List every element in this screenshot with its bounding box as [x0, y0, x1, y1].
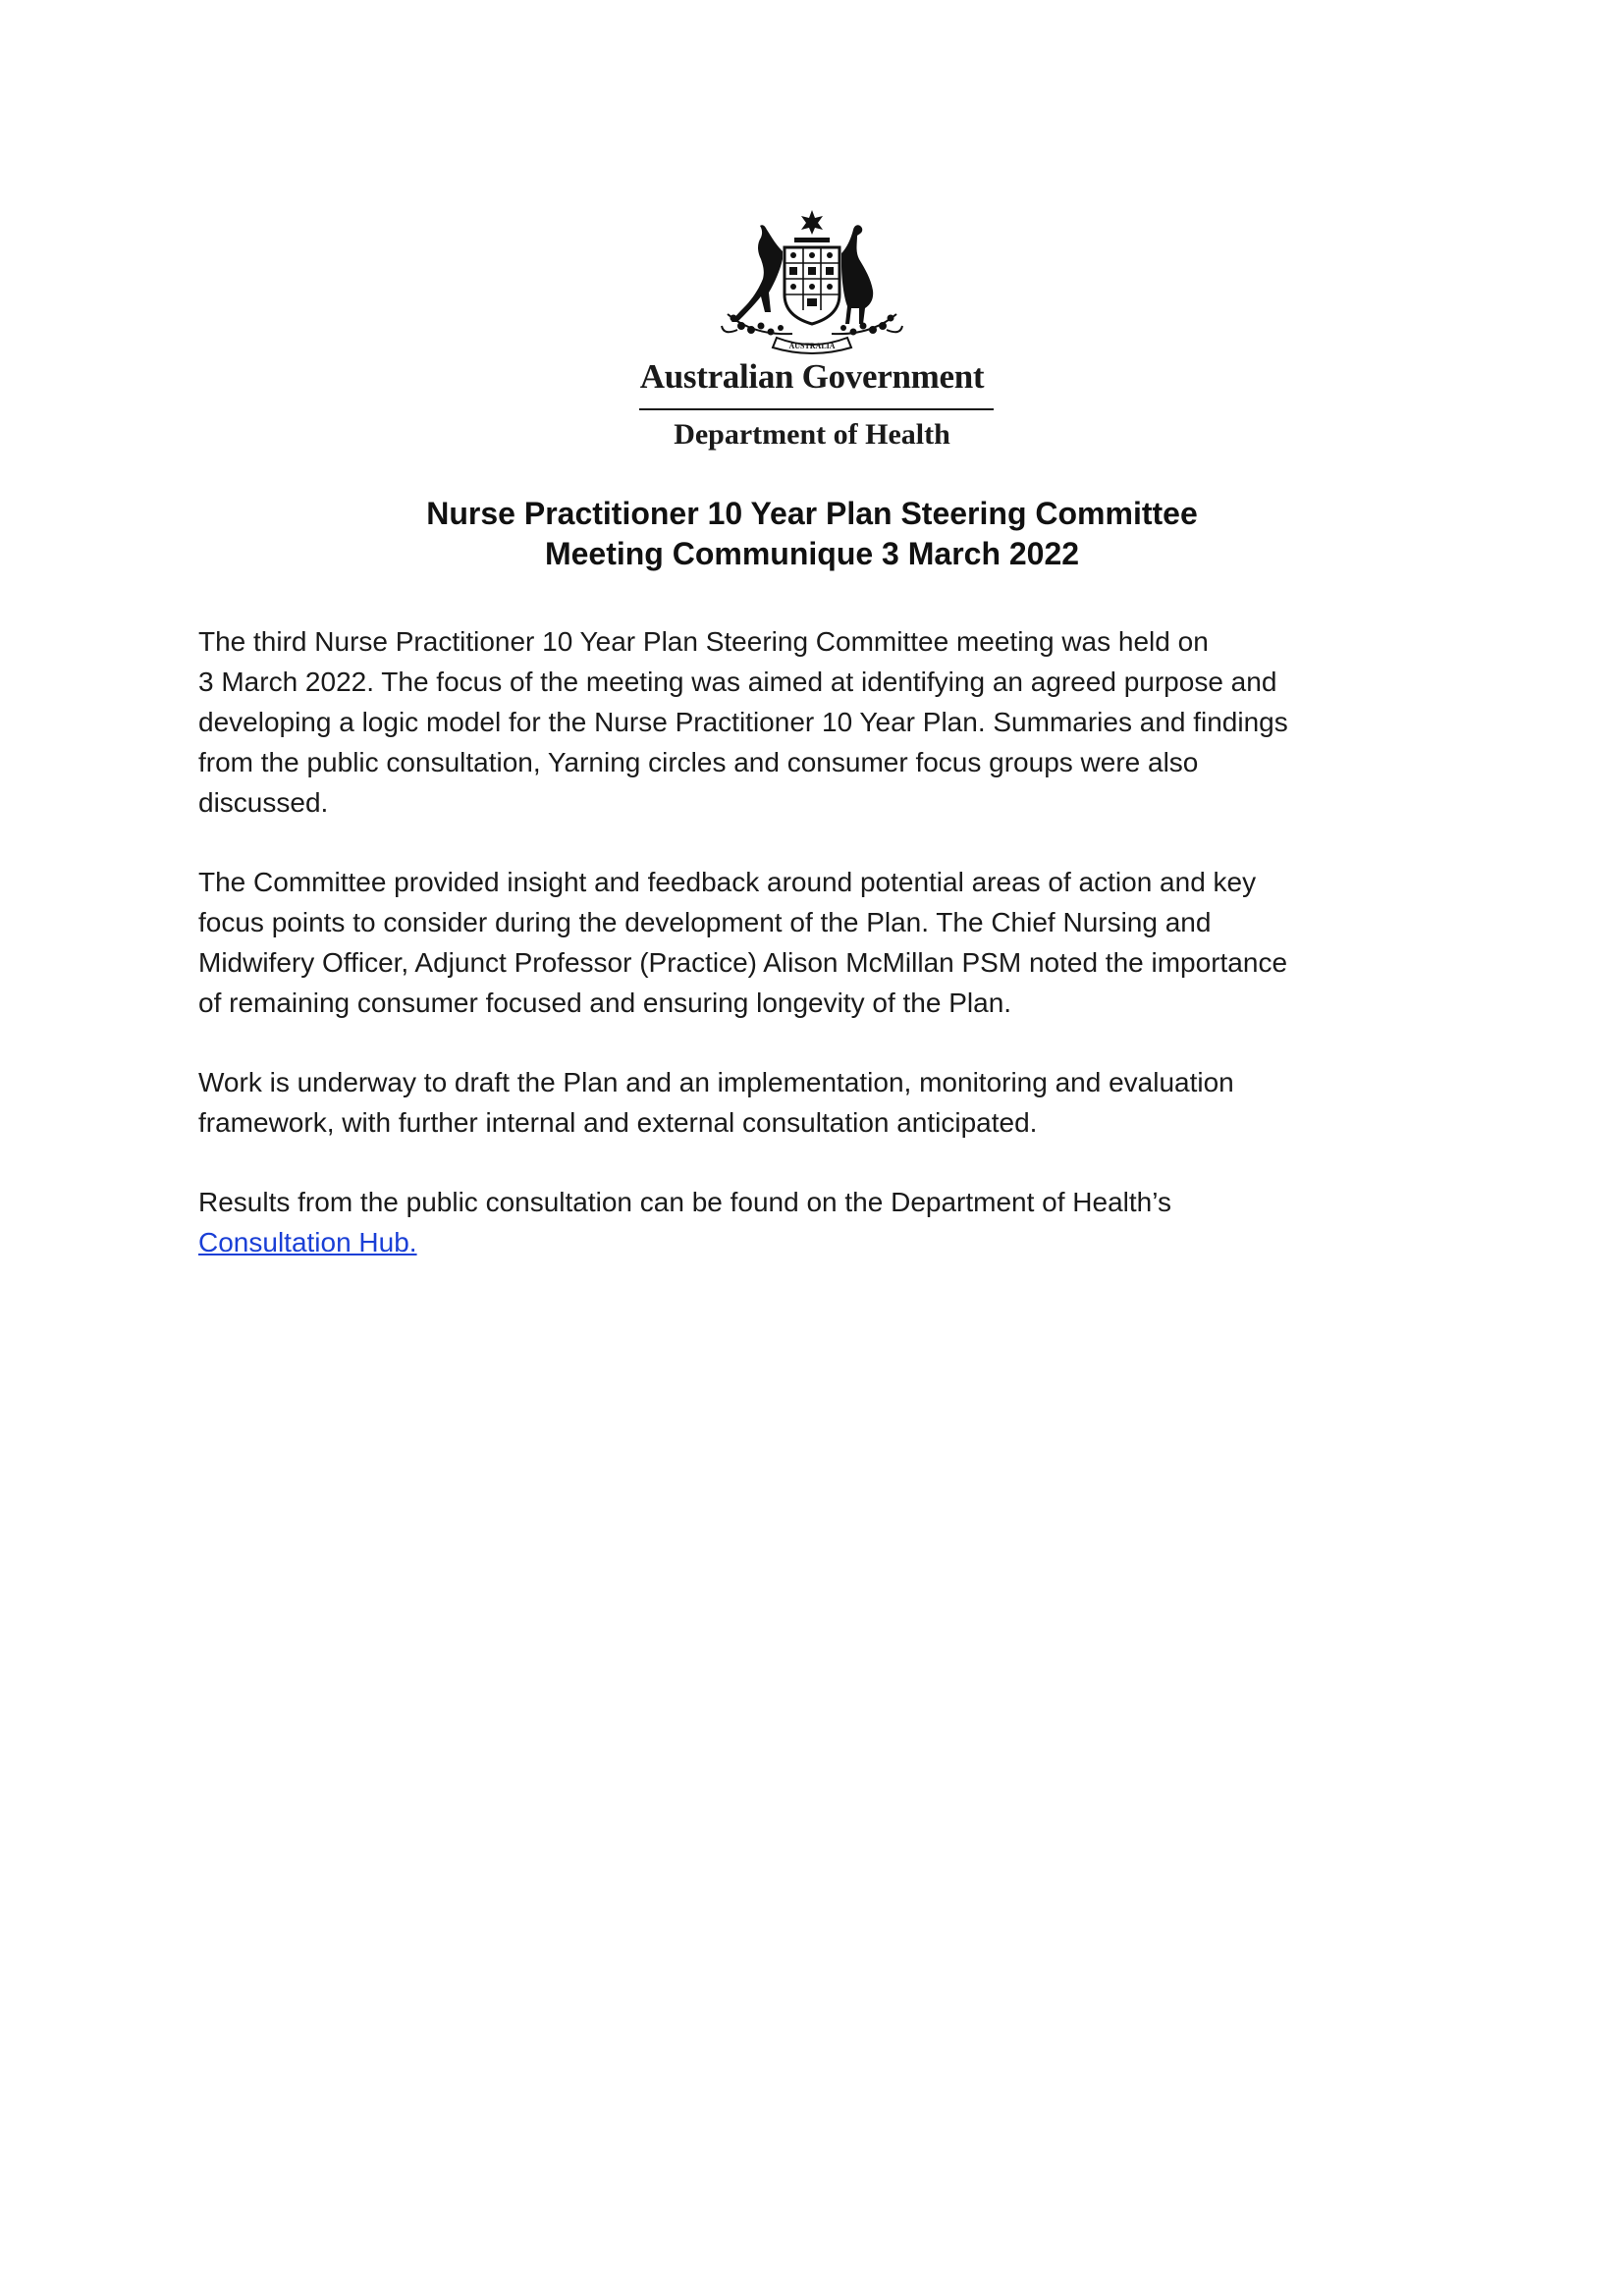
- title-line-2: Meeting Communique 3 March 2022: [544, 536, 1080, 571]
- text-line: The third Nurse Practitioner 10 Year Plan Steering Committee meeting was held on: [198, 626, 1209, 657]
- crest-scroll-text: AUSTRALIA: [788, 342, 836, 350]
- text-line: Results from the public consultation can be found on the Department of Health’s: [198, 1187, 1171, 1217]
- text-line: 3 March 2022. The focus of the meeting was aimed at identifying an agreed purpose and: [198, 667, 1277, 697]
- coat-of-arms-icon: [714, 208, 910, 355]
- title-line-1: Nurse Practitioner 10 Year Plan Steering Committee: [426, 496, 1198, 531]
- document-body: [198, 621, 1435, 1302]
- text-line: focus points to consider during the development of the Plan. The Chief Nursing and: [198, 907, 1212, 937]
- letterhead-divider: [639, 408, 994, 410]
- text-line: Work is underway to draft the Plan and an implementation, monitoring and evaluation: [198, 1067, 1234, 1097]
- document-title: [196, 494, 1428, 574]
- text-line: Midwifery Officer, Adjunct Professor (Practice) Alison McMillan PSM noted the importance: [198, 947, 1288, 978]
- text-line: developing a logic model for the Nurse Practitioner 10 Year Plan. Summaries and findings: [198, 707, 1288, 737]
- consultation-hub-link[interactable]: Consultation Hub.: [198, 1227, 417, 1257]
- paragraph-committee-feedback: [198, 862, 1435, 1023]
- link-line: [198, 1222, 1435, 1262]
- department-name: Department of Health: [674, 418, 950, 451]
- paragraph-results: [198, 1182, 1435, 1262]
- text-line: framework, with further internal and external consultation anticipated.: [198, 1107, 1038, 1138]
- paragraph-next-steps: [198, 1062, 1435, 1143]
- government-name: Australian Government: [639, 357, 985, 396]
- text-line: of remaining consumer focused and ensuring longevity of the Plan.: [198, 988, 1012, 1018]
- text-line: discussed.: [198, 787, 329, 818]
- paragraph-meeting-summary: [198, 621, 1435, 823]
- text-line: The Committee provided insight and feedback around potential areas of action and key: [198, 867, 1257, 897]
- text-line: from the public consultation, Yarning circles and consumer focus groups were also: [198, 747, 1199, 777]
